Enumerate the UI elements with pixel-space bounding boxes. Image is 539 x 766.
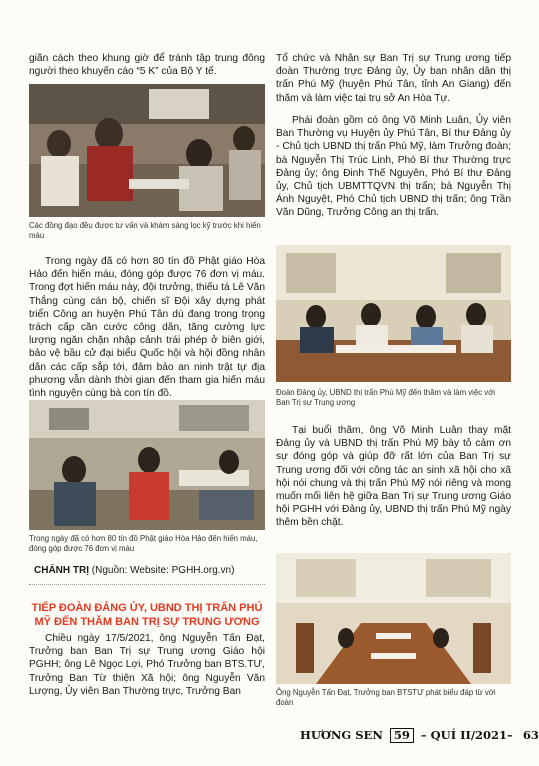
left-top-text: giãn cách theo khung giờ để tránh tập trung đông người theo khuyến cáo “5 K” của Bộ Y tế. [29,53,265,78]
left-paragraph-2: Trong ngày đã có hơn 80 tín đồ Phật giáo Hòa Hảo đến hiến máu, đóng góp được 76 đơn vị máu. Trong đợt hiến máu này, đội trưởng, thiếu tá Lê Văn Thắng cùng cán bộ, chiến sĩ Đội xây dựng phát triển Công an huyện Phú Tân dù đang trong trọng trách cấp căn cước công dân, tăng cường lực lượng ngăn chặn nhập cảnh trái phép ở biên giới, bảo vệ bầu cử đại biểu Quốc hội và hội đồng nhân dân các cấp sắp tới, đảm bảo an ninh trật tự địa phương vẫn dành thời gian đến tham gia hiến máu tình nguyện cùng bà con tín đồ. [29,256,265,400]
page-number: 63 [522,728,539,742]
photo2-caption: Trong ngày đã có hơn 80 tín đồ Phật giáo Hòa Hảo đến hiến máu, đóng góp được 76 đơn vị máu [29,534,258,553]
source-author: CHÁNH TRỊ [34,565,89,576]
source-line [34,564,266,577]
issue-number: 59 [390,728,414,743]
photo-delegation-visit [276,245,511,382]
photo1-caption: Các đồng đạo đều được tư vấn và khám sàng lọc kỹ trước khi hiến máu [29,221,261,240]
right-paragraph-1: Tổ chức và Nhân sự Ban Trị sự Trung ương tiếp đoàn Thường trực Đảng ủy, Ủy ban nhân dân thị trấn Phú Mỹ (huyện Phú Tân, tỉnh An Giang) đến thăm và làm việc tại trụ sở An Hòa Tự. [276,53,511,104]
magazine-name: HƯƠNG SEN [300,728,383,742]
photo3-caption: Đoàn Đảng ủy, UBND thị trấn Phú Mỹ đến thăm và làm việc với Ban Trị sự Trung ương [276,388,496,407]
article2-title: TIẾP ĐOÀN ĐẢNG ỦY, UBND THỊ TRẤN PHÚ MỸ ĐẾN THĂM BAN TRỊ SỰ TRUNG ƯƠNG [31,602,263,628]
photo-meeting-room [276,553,511,684]
issue-period: – QUÍ II/2021– [420,728,513,742]
section-divider [29,584,265,586]
source-reference: (Nguồn: Website: PGHH.org.vn) [89,565,235,576]
page-footer [300,728,539,746]
right-paragraph-3: Tại buổi thăm, ông Võ Minh Luân thay mặt Đảng ủy và UBND thị trấn Phú Mỹ bày tỏ cảm ơn sự đóng góp và giúp đỡ rất lớn của Ban Trị sự Trung ương đối với công tác an sinh xã hội cho xã hội nói chung và thị trấn Phú Mỹ nói riêng và mong muốn mối liên hệ giữa Ban Trị sự Trung ương Giáo hội PGHH với Đảng ủy, UBND thị trấn Phú Mỹ ngày thêm bền chặt. [276,425,511,529]
photo-blood-donation [29,400,265,530]
article2-paragraph-1: Chiều ngày 17/5/2021, ông Nguyễn Tấn Đạt, Trưởng ban Ban Trị sự Trung ương Giáo hội PGHH; ông Lê Ngọc Lợi, Phó Trưởng ban BTS.TƯ, Trưởng Ban Từ thiện Xã hội; ông Nguyễn Văn Lượng, Ủy viên Ban Thường trực, Trưởng Ban [29,633,265,697]
photo4-caption: Ông Nguyễn Tấn Đạt, Trưởng ban BTSTƯ phát biểu đáp từ với đoàn [276,688,496,707]
right-paragraph-2: Phái đoàn gồm có ông Võ Minh Luân, Ủy viên Ban Thường vụ Huyện ủy Phú Tân, Bí thư Đảng ủy - Chủ tịch UBND thị trấn Phú Mỹ, làm Trưởng đoàn; bà Nguyễn Thị Trúc Linh, Phó Bí thư Thường trực Đảng ủy; ông Đinh Thế Nguyên, Phó Bí thư Đảng ủy, Chủ tịch UBMTTQVN thị trấn; bà Nguyễn Thị Ánh Nguyệt, Phó Chủ tịch UBND thị trấn; ông Trần Văn Dũng, Trưởng Công an thị trấn. [276,115,511,219]
photo-health-screening [29,84,265,217]
